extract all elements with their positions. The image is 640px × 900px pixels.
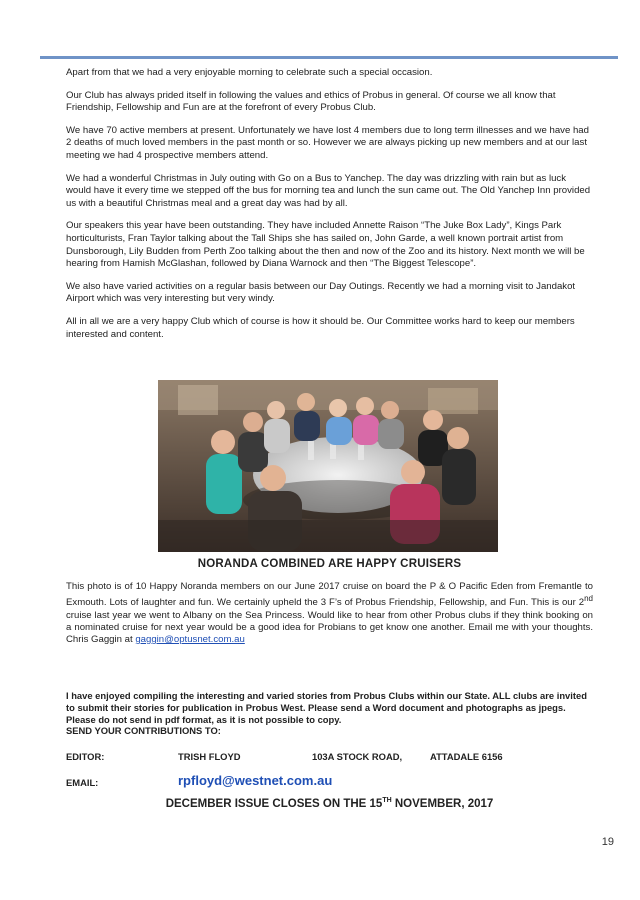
paragraph-6: We also have varied activities on a regular basis between our Day Outings. Recently we had a morning visit to Jandakot Airport which was very interesting but very windy. xyxy=(66,280,576,305)
cruise-text-2: cruise last year we went to Albany on the Sea Princess. Would like to hear from other Probus clubs if they think booking on a nominated cruise for next year would be a good idea for Probians to get know one another. Email me with your thoughts. Chris Gaggin at xyxy=(66,609,593,645)
contributions-notice xyxy=(66,690,593,737)
paragraph-7: All in all we are a very happy Club which of course is how it should be. Our Committee works hard to keep our members interested and content. xyxy=(66,315,575,340)
paragraph-3: We have 70 active members at present. Unfortunately we have lost 4 members due to long term illnesses and we have had 2 deaths of much loved members in the past month or so. However we are always picking up new members and at our last meeting we had 4 prospective members attend. xyxy=(66,124,589,161)
page-number: 19 xyxy=(601,836,614,848)
paragraph-2: Our Club has always prided itself in following the values and ethics of Probus in general. Of course we all know that Friendship, Fellowship and Fun are at the forefront of every Probus Club. xyxy=(66,89,556,114)
paragraph-5: Our speakers this year have been outstanding. They have included Annette Raison “The Juke Box Lady”, Kings Park horticulturists, Fran Taylor talking about the Tall Ships she has sailed on, John Garde, a well known portrait artist from Dunsborough, Lily Budden from Perth Zoo talking about the then and now of the Zoo and its history. Next month we will be hearing from Hamish McGlashan, followed by Diana Warnock and then “The Biggest Telescope”. xyxy=(66,220,585,270)
editor-address: 103A STOCK ROAD, xyxy=(312,751,403,762)
cruise-ordinal-suffix: nd xyxy=(584,594,593,604)
deadline-ordinal-suffix: TH xyxy=(382,797,392,804)
email-label: EMAIL: xyxy=(66,777,99,788)
editor-name: TRISH FLOYD xyxy=(178,751,241,762)
deadline-text-2: NOVEMBER, 2017 xyxy=(391,797,494,810)
article-body xyxy=(66,67,593,351)
deadline-text-1: DECEMBER ISSUE CLOSES ON THE 15 xyxy=(165,797,383,810)
deadline-notice xyxy=(66,797,593,810)
paragraph-4: We had a wonderful Christmas in July outing with Go on a Bus to Yanchep. The day was drizzling with rain but as luck would have it every time we stepped off the bus for morning tea and lunch the sun came out. The Old Yanchep Inn provided us with a beautiful Christmas meal and a great day was had by all. xyxy=(66,172,591,209)
cruise-text-1: This photo is of 10 Happy Noranda members on our June 2017 cruise on board the P & O Pacific Eden from Fremantle to Exmouth. Lots of laughter and fun. We certainly upheld the 3 F’s of Probus Friendship, Fellowship, and Fun. This is our 2 xyxy=(66,581,593,609)
editor-email-link[interactable]: rpfloyd@westnet.com.au xyxy=(178,773,333,788)
closing-text: I have enjoyed compiling the interesting and varied stories from Probus Clubs within our State. ALL clubs are invited to submit their stories for publication in Probus West. Please send a Word document and photographs as jpegs. Please do not send in pdf format, as it is not possible to copy. xyxy=(66,690,587,725)
photo-caption: NORANDA COMBINED ARE HAPPY CRUISERS xyxy=(197,558,462,570)
paragraph-1: Apart from that we had a very enjoyable morning to celebrate such a special occasion. xyxy=(66,67,433,78)
editor-row xyxy=(66,751,593,765)
group-photo xyxy=(158,380,498,552)
cruise-email-link[interactable]: gaggin@optusnet.com.au xyxy=(135,634,245,645)
email-row xyxy=(66,773,593,791)
send-heading: SEND YOUR CONTRIBUTIONS TO: xyxy=(66,725,221,737)
editor-label: EDITOR: xyxy=(66,751,105,762)
editor-suburb: ATTADALE 6156 xyxy=(430,751,503,762)
header-rule xyxy=(40,56,618,59)
cruise-paragraph xyxy=(66,581,593,646)
